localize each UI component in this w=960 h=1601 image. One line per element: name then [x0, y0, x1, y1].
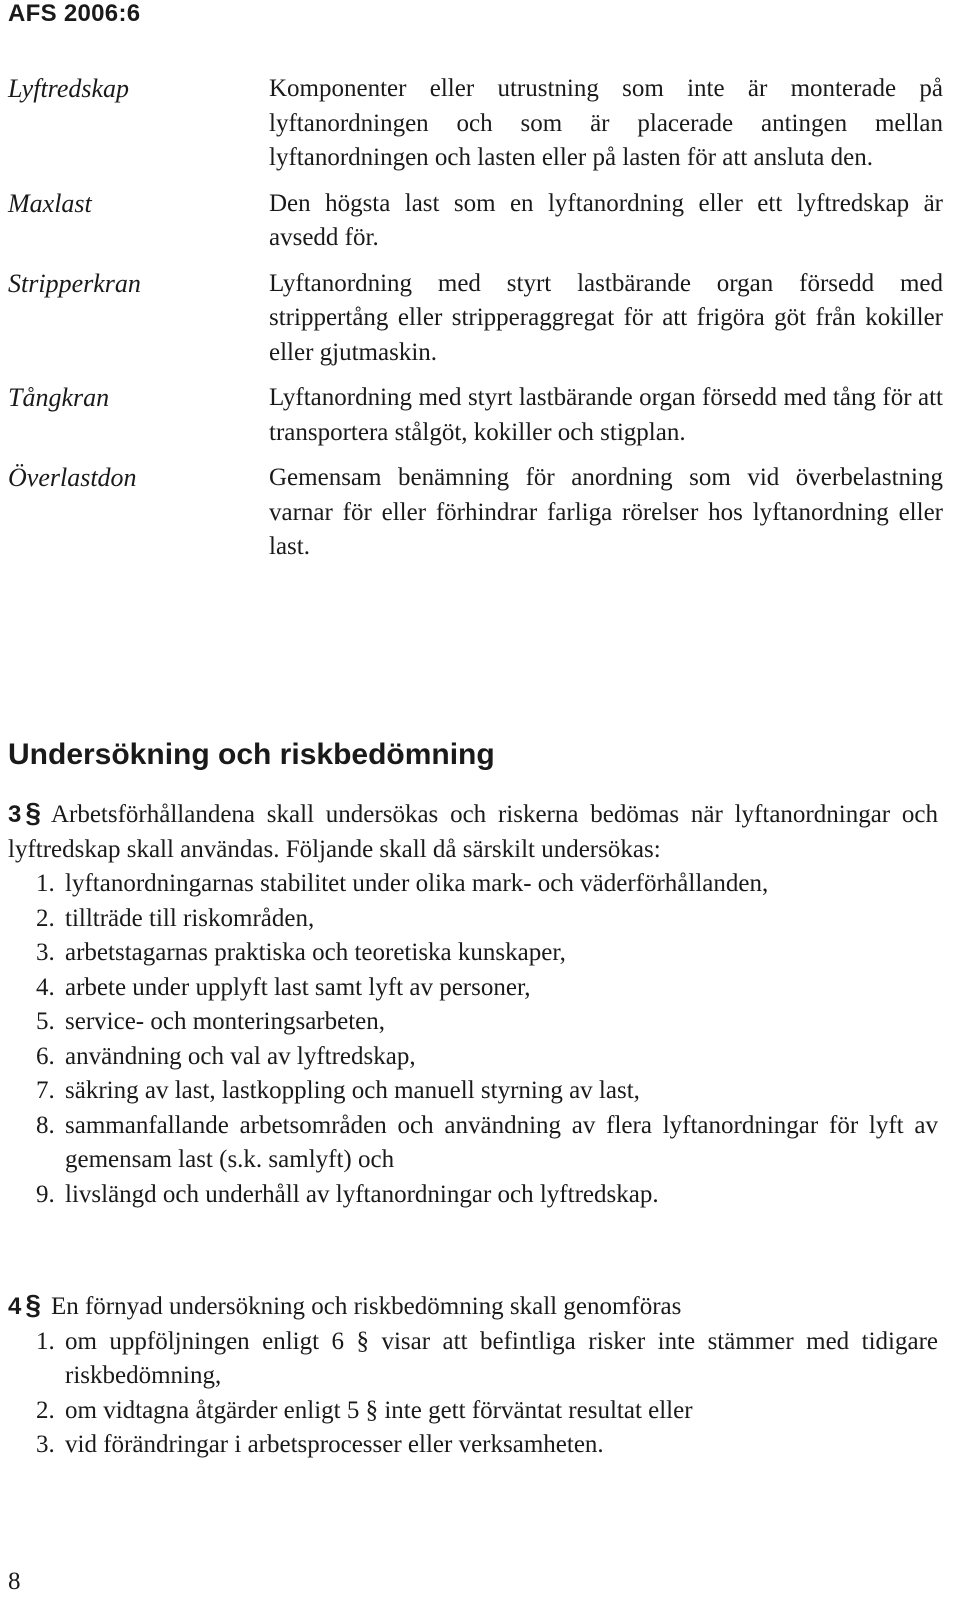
list-item	[36, 902, 938, 937]
list-number: 3.	[36, 1431, 55, 1458]
list-number: 2.	[36, 1396, 55, 1424]
list-text: arbetstagarnas praktiska och teoretiska kunskaper,	[65, 939, 566, 966]
list-item	[36, 1005, 938, 1040]
list-number: 4.	[36, 973, 55, 1001]
list-text: tillträde till riskområden,	[65, 904, 315, 932]
definition-row	[8, 381, 943, 450]
paragraph-number: 3	[8, 801, 22, 828]
paragraph-number: 4	[8, 1293, 22, 1320]
list-text: om uppföljningen enligt 6 § visar att befintliga risker inte stämmer med tidigare riskbedömning,	[65, 1327, 938, 1389]
list-text: service- och monteringsarbeten,	[65, 1008, 386, 1035]
definitions-list	[8, 72, 943, 576]
document-code: AFS 2006:6	[8, 0, 141, 27]
list-item	[36, 867, 938, 902]
list-text: lyftanordningarnas stabilitet under olika mark- och väderförhållanden,	[65, 870, 769, 897]
list-number: 9.	[36, 1180, 55, 1208]
section-heading: Undersökning och riskbedömning	[8, 738, 495, 771]
definition-term: Lyftredskap	[8, 74, 130, 103]
definition-text: Den högsta last som en lyftanordning eller ett lyftredskap är avsedd för.	[269, 189, 943, 251]
list-text: arbete under upplyft last samt lyft av personer,	[65, 973, 531, 1001]
list-number: 1.	[36, 870, 55, 897]
paragraph-intro	[8, 1288, 938, 1325]
page-number: 8	[8, 1568, 21, 1595]
paragraph-4	[8, 1288, 938, 1463]
definition-term: Stripperkran	[8, 268, 141, 298]
list-item	[36, 936, 938, 971]
paragraph-4-list	[8, 1325, 938, 1463]
definition-text: Lyftanordning med styrt lastbärande organ försedd med tång för att transportera stålgöt, kokiller och stigplan.	[269, 384, 943, 446]
definition-row	[8, 72, 943, 176]
list-text: säkring av last, lastkoppling och manuell styrning av last,	[65, 1077, 640, 1104]
list-number: 5.	[36, 1008, 55, 1035]
list-text: användning och val av lyftredskap,	[65, 1042, 416, 1070]
list-item	[36, 1074, 938, 1109]
definition-text: Komponenter eller utrustning som inte är monterade på lyftanordningen och som är placerade antingen mellan lyftanordningen och lasten eller på lasten för att ansluta den.	[269, 75, 943, 171]
list-text: vid förändringar i arbetsprocesser eller verksamheten.	[65, 1431, 604, 1458]
list-item	[36, 1109, 938, 1178]
list-item	[36, 1325, 938, 1394]
list-item	[36, 1040, 938, 1075]
section-symbol: §	[25, 797, 41, 828]
definition-text: Lyftanordning med styrt lastbärande organ försedd med strippertång eller stripperaggregat för att frigöra göt från kokiller eller gjutmaskin.	[269, 269, 943, 366]
list-number: 8.	[36, 1111, 55, 1139]
list-text: sammanfallande arbetsområden och användning av flera lyftanordningar för lyft av gemensam last (s.k. samlyft) och	[65, 1111, 938, 1173]
paragraph-3	[8, 796, 938, 1212]
paragraph-intro	[8, 796, 938, 867]
definition-row	[8, 187, 943, 256]
list-item	[36, 1428, 938, 1463]
list-text: om vidtagna åtgärder enligt 5 § inte gett förväntat resultat eller	[65, 1396, 693, 1424]
definition-text: Gemensam benämning för anordning som vid överbelastning varnar för eller förhindrar farliga rörelser hos lyftanordning eller last.	[269, 464, 943, 560]
list-text: livslängd och underhåll av lyftanordningar och lyftredskap.	[65, 1180, 659, 1208]
list-number: 7.	[36, 1077, 55, 1104]
paragraph-text: Arbetsförhållandena skall undersökas och riskerna bedömas när lyftanordningar och lyftredskap skall användas. Följande skall då särskilt undersökas:	[8, 801, 938, 863]
list-item	[36, 1178, 938, 1213]
paragraph-text: En förnyad undersökning och riskbedömning skall genomföras	[50, 1293, 682, 1320]
list-number: 2.	[36, 904, 55, 932]
definition-term: Överlastdon	[8, 463, 137, 492]
list-number: 6.	[36, 1042, 55, 1070]
list-item	[36, 1394, 938, 1429]
definition-term: Tångkran	[8, 383, 110, 412]
definition-row	[8, 461, 943, 565]
definition-term: Maxlast	[8, 188, 92, 218]
list-number: 1.	[36, 1327, 55, 1355]
paragraph-3-list	[8, 867, 938, 1212]
definition-row	[8, 267, 943, 371]
section-symbol: §	[25, 1289, 41, 1320]
list-number: 3.	[36, 939, 55, 966]
list-item	[36, 971, 938, 1006]
